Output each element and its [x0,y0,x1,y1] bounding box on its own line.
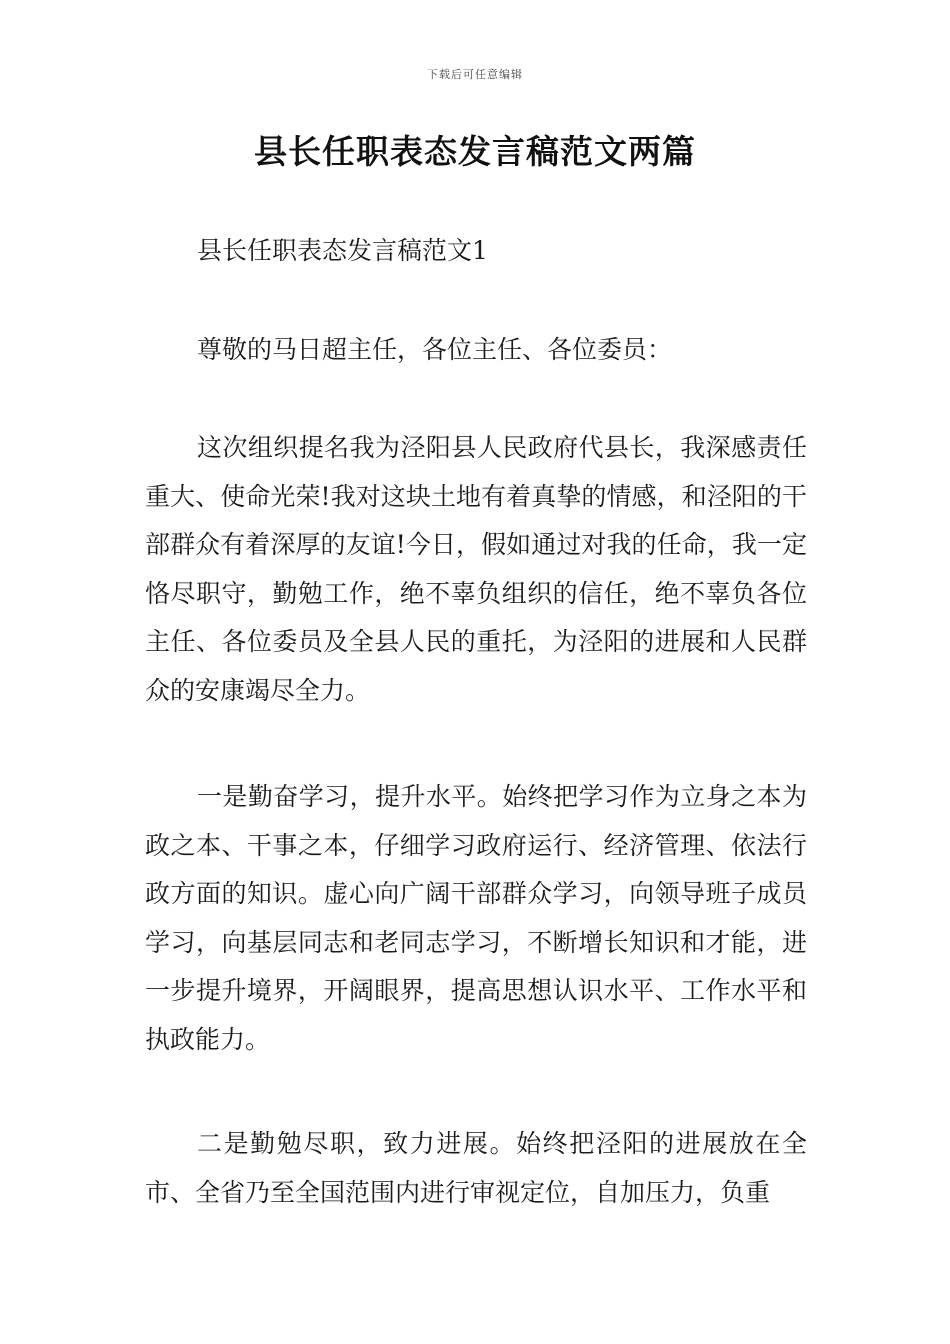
document-title: 县长任职表态发言稿范文两篇 [254,132,696,171]
header-note: 下载后可任意编辑 [427,68,523,81]
greeting-paragraph: 尊敬的马日超主任，各位主任、各位委员： [197,335,673,364]
point-two-paragraph: 二是勤勉尽职，致力进展。始终把泾阳的进展放在全市、全省乃至全国范围内进行审视定位，自加压力，负重 [145,1129,807,1207]
point-one-paragraph: 一是勤奋学习，提升水平。始终把学习作为立身之本为政之本、干事之本，仔细学习政府运行、经济管理、依法行政方面的知识。虚心向广阔干部群众学习，向领导班子成员学习，向基层同志和老同志学习，不断增长知识和才能，进一步提升境界，开阔眼界，提高思想认识水平、工作水平和执政能力。 [145,782,807,1054]
intro-paragraph: 这次组织提名我为泾阳县人民政府代县长，我深感责任重大、使命光荣!我对这块土地有着真挚的情感，和泾阳的干部群众有着深厚的友谊!今日，假如通过对我的任命，我一定恪尽职守，勤勉工作，绝不辜负组织的信任，绝不辜负各位主任、各位委员及全县人民的重托，为泾阳的进展和人民群众的安康竭尽全力。 [145,433,807,705]
section-subtitle: 县长任职表态发言稿范文1 [197,236,488,265]
